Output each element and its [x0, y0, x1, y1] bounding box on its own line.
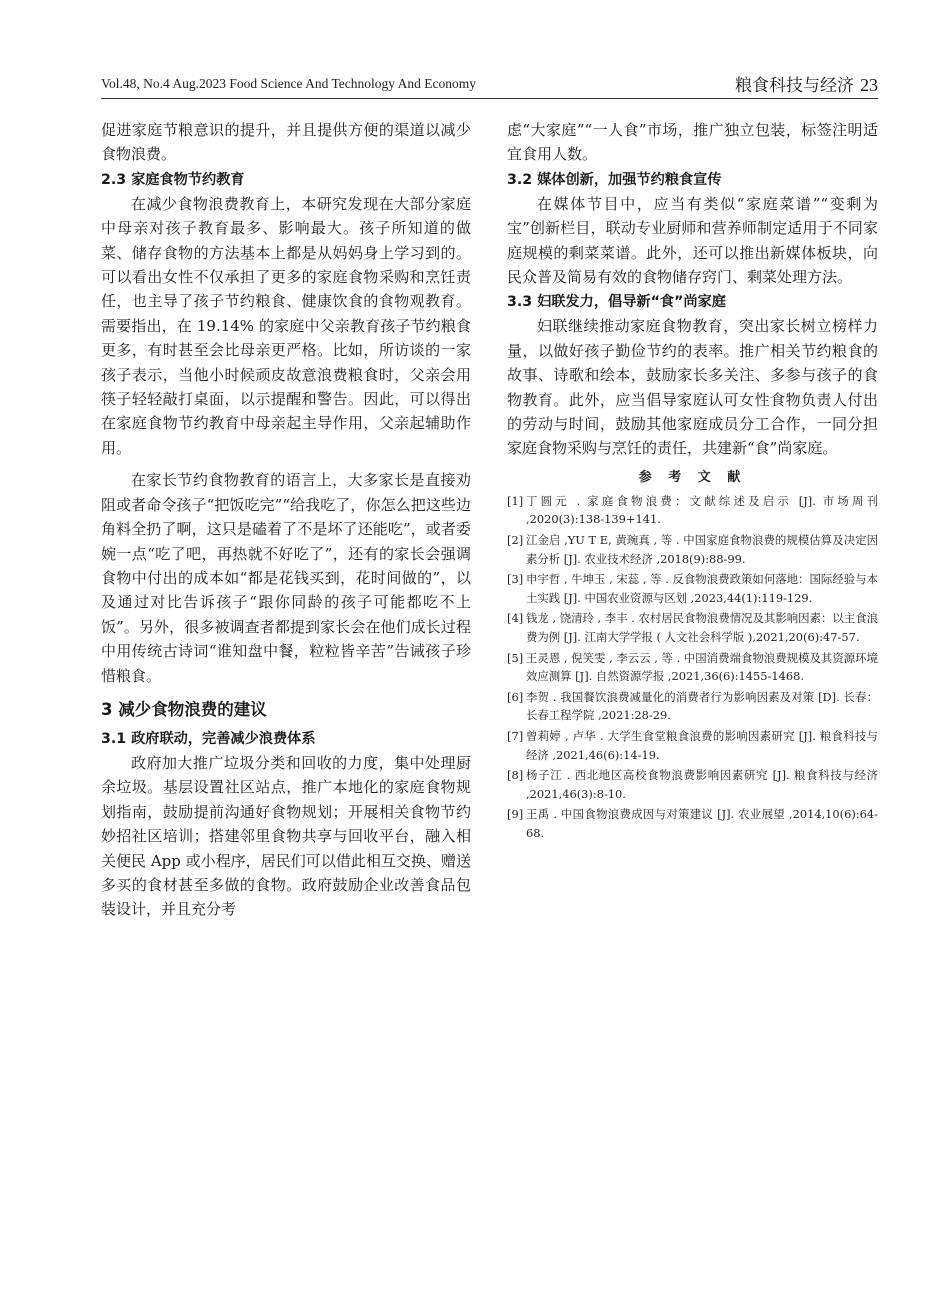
section-3-3-heading: 3.3 妇联发力，倡导新“食”尚家庭 — [507, 294, 726, 311]
reference-number: [9] — [507, 807, 524, 822]
reference-number: [4] — [507, 611, 524, 626]
journal-volume-info: Vol.48, No.4 Aug.2023 Food Science And Technology And Economy — [101, 76, 477, 91]
running-header — [101, 70, 878, 99]
references-heading: 参 考 文 献 — [638, 469, 747, 485]
reference-text: 曾莉婷 , 卢华 . 大学生食堂粮食浪费的影响因素研究 [J]. 粮食科技与经济 ,2021,46(6):14-19. — [526, 729, 878, 762]
reference-item — [507, 766, 878, 803]
section-3-2-paragraph: 在媒体节目中，应当有类似“家庭菜谱”“变剩为宝”创新栏目，联动专业厨师和营养师制定适用于不同家庭规模的剩菜菜谱。此外，还可以推出新媒体板块，向民众普及简易有效的食物储存窍门、剩菜处理方法。 — [507, 194, 878, 287]
reference-number: [3] — [507, 572, 524, 587]
right-column — [507, 118, 878, 845]
left-column — [101, 118, 471, 922]
section-3-3-paragraph: 妇联继续推动家庭食物教育，突出家长树立榜样力量，以做好孩子勤俭节约的表率。推广相关节约粮食的故事、诗歌和绘本，鼓励家长多关注、多参与孩子的食物教育。此外，应当倡导家庭认可女性食物负责人付出的劳动与时间，鼓励其他家庭成员分工合作，一同分担家庭食物采购与烹饪的责任，共建新“食”尚家庭。 — [507, 317, 878, 458]
section-3-1-heading: 3.1 政府联动，完善减少浪费体系 — [101, 730, 316, 747]
reference-text: 丁圆元 . 家庭食物浪费：文献综述及启示 [J]. 市场周刊 ,2020(3):138-139+141. — [526, 493, 878, 527]
reference-text: 王灵恩 , 倪笑雯 , 李云云 , 等 . 中国消费端食物浪费规模及其资源环境效应测算 [J]. 自然资源学报 ,2021,36(6):1455-1468. — [526, 650, 878, 684]
reference-item — [507, 531, 878, 568]
section-2-3-heading: 2.3 家庭食物节约教育 — [101, 171, 245, 188]
reference-text: 李贺 . 我国餐饮浪费减量化的消费者行为影响因素及对策 [D]. 长春：长春工程学院 ,2021:28-29. — [526, 689, 878, 723]
journal-name: 粮食科技与经济 — [735, 76, 854, 96]
reference-text: 江金启 ,YU T E, 黄琬真 , 等 . 中国家庭食物浪费的规模估算及决定因素分析 [J]. 农业技术经济 ,2018(9):88-99. — [526, 533, 878, 566]
continued-paragraph-right: 虑“大家庭”“一人食”市场，推广独立包装，标签注明适宜食用人数。 — [507, 121, 878, 164]
reference-number: [7] — [507, 729, 524, 743]
section-3-1-paragraph: 政府加大推广垃圾分类和回收的力度，集中处理厨余垃圾。基层设置社区站点，推广本地化的家庭食物规划指南，鼓励提前沟通好食物规划；开展相关食物节约妙招社区培训；搭建邻里食物共享与回收平台，融入相关便民 App 或小程序，居民们可以借此相互交换、赠送多买的食材甚至多做的食物。政府鼓励企业改善食品包装设计，并且充分考 — [101, 753, 471, 919]
section-2-3-paragraph-1: 在减少食物浪费教育上，本研究发现在大部分家庭中母亲对孩子教育最多、影响最大。孩子所知道的做菜、储存食物的方法基本上都是从妈妈身上学习到的。可以看出女性不仅承担了更多的家庭食物采购和烹饪责任，也主导了孩子节约粮食、健康饮食的食物观教育。需要指出，在 19.14% 的家庭中父亲教育孩子节约粮食更多，有时甚至会比母亲更严格。比如，所访谈的一家孩子表示，当他小时候顽皮故意浪费粮食时，父亲会用筷子轻轻敲打桌面，以示提醒和警告。因此，可以得出在家庭食物节约教育中母亲起主导作用，父亲起辅助作用。 — [101, 194, 471, 457]
reference-item — [507, 727, 878, 764]
reference-item — [507, 688, 878, 725]
reference-item — [507, 492, 878, 529]
section-3-heading: 3 减少食物浪费的建议 — [101, 699, 267, 719]
reference-number: [5] — [507, 650, 524, 665]
reference-text: 杨子江 . 西北地区高校食物浪费影响因素研究 [J]. 粮食科技与经济 ,2021,46(3):8-10. — [526, 768, 878, 801]
section-2-3-paragraph-2: 在家长节约食物教育的语言上，大多家长是直接劝阻或者命令孩子“把饭吃完”“给我吃了，你怎么把这些边角料全扔了啊，这只是磕着了不是坏了还能吃”，或者委婉一点“吃了吧，再热就不好吃了”，还有的家长会强调食物中付出的成本如“都是花钱买到，花时间做的”，以及通过对比告诉孩子“跟你同龄的孩子可能都吃不上饭”。另外，很多被调查者都提到家长会在他们成长过程中用传统古诗词“谁知盘中餐，粒粒皆辛苦”告诫孩子珍惜粮食。 — [101, 471, 471, 685]
reference-item — [507, 805, 878, 842]
page-number: 23 — [860, 75, 878, 95]
reference-text: 钱龙 , 饶清玲 , 李丰 . 农村居民食物浪费情况及其影响因素：以主食浪费为例 [J]. 江南大学学报 ( 人文社会科学版 ),2021,20(6):47-57. — [526, 611, 878, 645]
references-list — [507, 492, 878, 843]
reference-item — [507, 649, 878, 686]
reference-item — [507, 609, 878, 646]
reference-number: [2] — [507, 533, 524, 548]
reference-number: [1] — [507, 493, 524, 508]
journal-name-and-page — [735, 71, 878, 96]
reference-text: 申宇哲 , 牛坤玉 , 宋蕊 , 等 . 反食物浪费政策如何落地：国际经验与本土实践 [J]. 中国农业资源与区划 ,2023,44(1):119-129. — [526, 572, 878, 605]
section-3-2-heading: 3.2 媒体创新，加强节约粮食宣传 — [507, 171, 722, 188]
continued-paragraph: 促进家庭节粮意识的提升，并且提供方便的渠道以减少食物浪费。 — [101, 121, 471, 164]
reference-item — [507, 570, 878, 607]
reference-text: 王禹 . 中国食物浪费成因与对策建议 [J]. 农业展望 ,2014,10(6):64-68. — [526, 807, 878, 840]
reference-number: [6] — [507, 689, 524, 704]
reference-number: [8] — [507, 768, 524, 783]
